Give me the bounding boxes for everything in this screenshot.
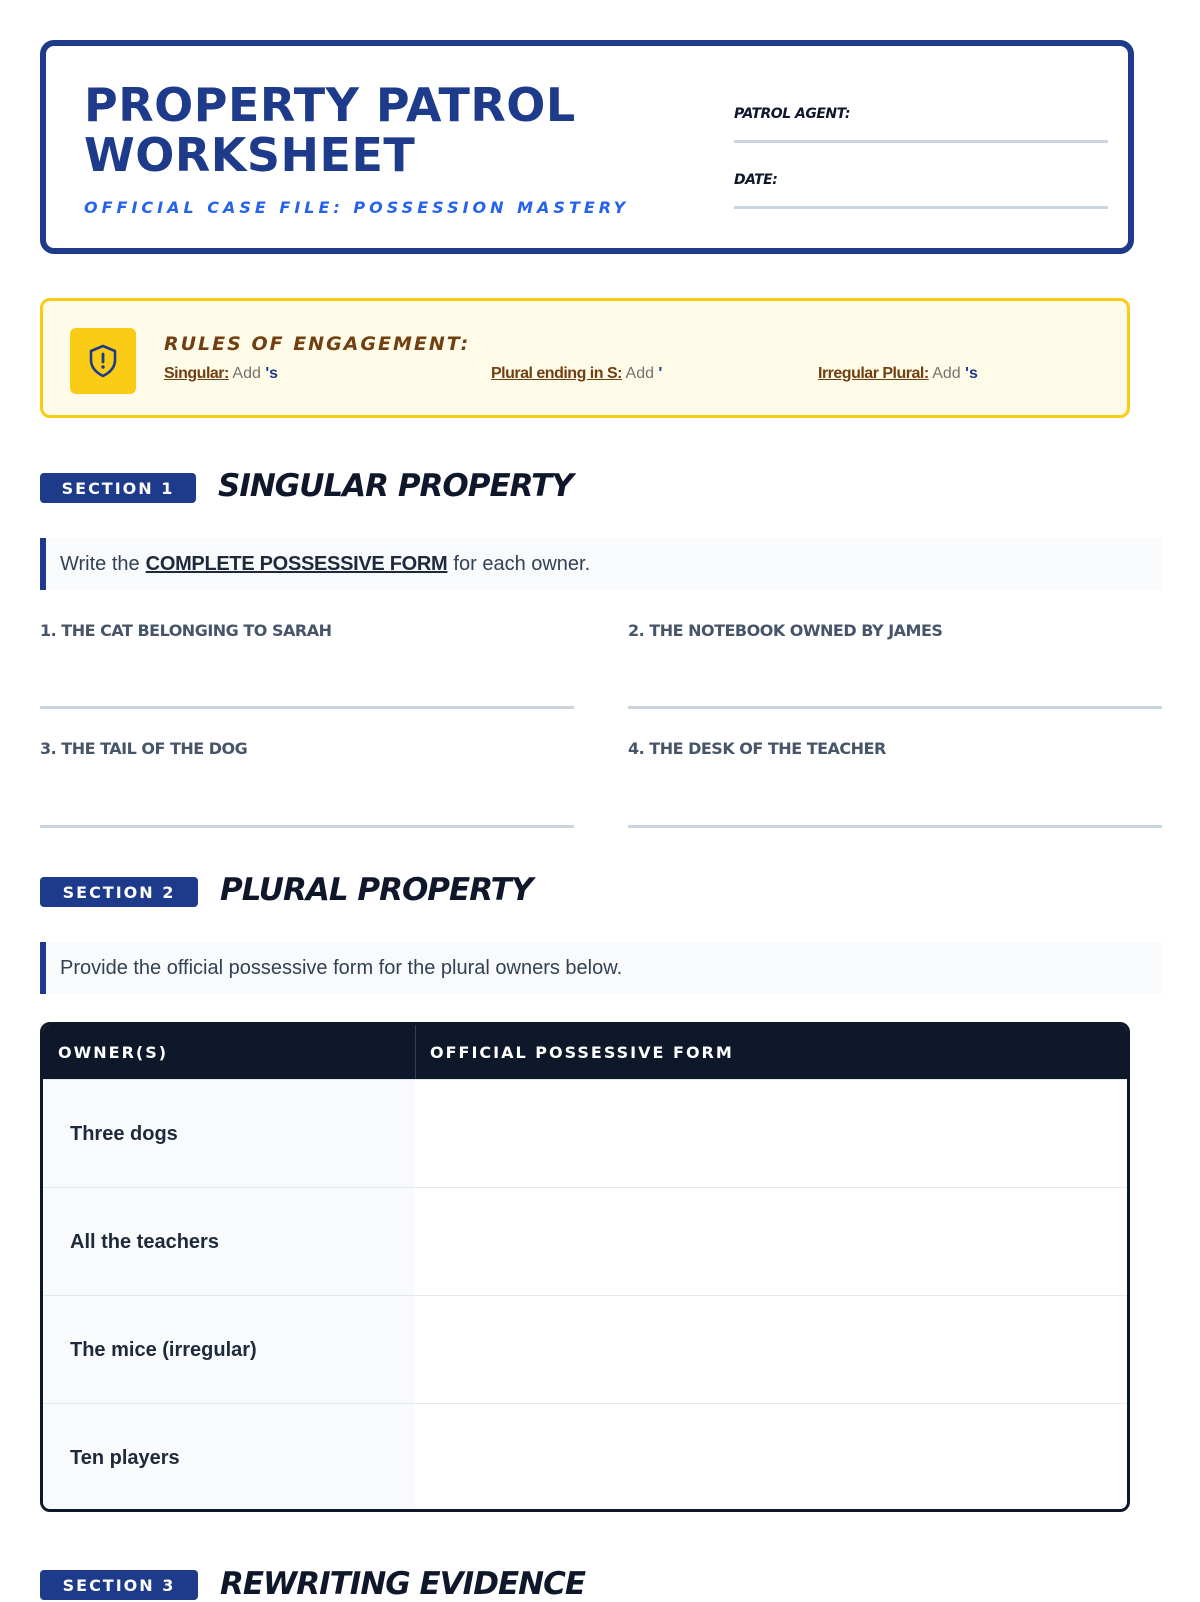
- table-row: [43, 1187, 1127, 1296]
- column-header-possessive: OFFICIAL POSSESSIVE FORM: [430, 1042, 734, 1062]
- section-1-title: SINGULAR PROPERTY: [218, 468, 573, 504]
- page-subtitle: OFFICIAL CASE FILE: POSSESSION MASTERY: [84, 198, 630, 217]
- answer-cell[interactable]: [415, 1080, 1127, 1188]
- prompt-4: 4. THE DESK OF THE TEACHER: [628, 739, 886, 758]
- answer-line-1[interactable]: [40, 706, 574, 709]
- section-2-title: PLURAL PROPERTY: [220, 872, 533, 908]
- table-row: [43, 1079, 1127, 1188]
- table-row: [43, 1403, 1127, 1512]
- page-title: [84, 80, 704, 180]
- owner-cell: Three dogs: [43, 1080, 415, 1188]
- section-3-badge: SECTION 3: [40, 1570, 198, 1600]
- section-1-instruction: Write the COMPLETE POSSESSIVE FORM for each owner.: [40, 538, 1162, 590]
- header-card: [40, 40, 1134, 254]
- section-3-title: REWRITING EVIDENCE: [220, 1566, 585, 1602]
- plural-possessive-table: [40, 1022, 1130, 1512]
- prompt-2: 2. THE NOTEBOOK OWNED BY JAMES: [628, 621, 943, 640]
- section-1-badge: SECTION 1: [40, 473, 196, 503]
- title-line-2: WORKSHEET: [84, 128, 416, 182]
- shield-alert-icon: [70, 328, 136, 394]
- table-header: [43, 1025, 1127, 1079]
- date-field[interactable]: [734, 206, 1108, 209]
- answer-line-4[interactable]: [628, 825, 1162, 828]
- column-header-owners: OWNER(S): [58, 1042, 169, 1062]
- table-row: [43, 1295, 1127, 1404]
- section-2-instruction: Provide the official possessive form for the plural owners below.: [40, 942, 1162, 994]
- patrol-agent-label: PATROL AGENT:: [734, 106, 850, 122]
- date-label: DATE:: [734, 172, 778, 188]
- answer-cell[interactable]: [415, 1188, 1127, 1296]
- rule-irregular-plural: Irregular Plural: Add 's: [818, 365, 978, 382]
- answer-line-2[interactable]: [628, 706, 1162, 709]
- patrol-agent-field[interactable]: [734, 140, 1108, 143]
- header-divider: [415, 1025, 416, 1079]
- owner-cell: The mice (irregular): [43, 1296, 415, 1404]
- answer-cell[interactable]: [415, 1404, 1127, 1512]
- rule-singular: Singular: Add 's: [164, 365, 279, 382]
- prompt-3: 3. THE TAIL OF THE DOG: [40, 739, 248, 758]
- prompt-1: 1. THE CAT BELONGING TO SARAH: [40, 621, 332, 640]
- answer-line-3[interactable]: [40, 825, 574, 828]
- owner-cell: All the teachers: [43, 1188, 415, 1296]
- rules-box: [40, 298, 1130, 418]
- rules-title: RULES OF ENGAGEMENT:: [164, 333, 471, 355]
- answer-cell[interactable]: [415, 1296, 1127, 1404]
- title-line-1: PROPERTY PATROL: [84, 78, 576, 132]
- owner-cell: Ten players: [43, 1404, 415, 1512]
- rule-plural-s: Plural ending in S: Add ': [491, 365, 663, 382]
- section-2-badge: SECTION 2: [40, 877, 198, 907]
